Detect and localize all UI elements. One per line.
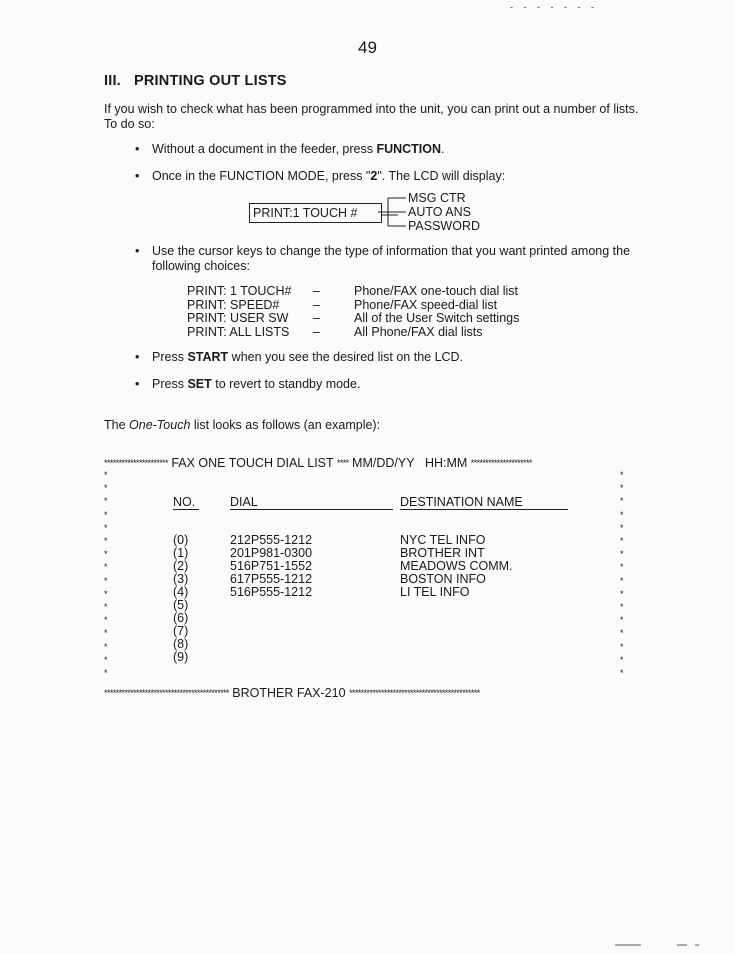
report-side-star: * [620, 641, 624, 652]
report-side-star: * [104, 641, 108, 652]
row-cell-dial: 516P555-1212 [230, 585, 313, 599]
report-side-star: * [620, 536, 624, 546]
bullet-text: Press SET to revert to standby mode. [152, 377, 361, 391]
report-side-star: * [104, 602, 108, 612]
column-header-name: DESTINATION NAME [400, 495, 523, 509]
intro-paragraph: If you wish to check what has been programmed into the unit, you can print out a number of lists. To do so: [104, 102, 639, 131]
report-star-border: ********************** [104, 458, 168, 468]
lcd-option: AUTO ANS [408, 205, 471, 219]
lcd-display: PRINT:1 TOUCH # [249, 203, 382, 223]
row-cell-name: LI TEL INFO [400, 585, 470, 599]
report-side-star: * [620, 668, 624, 678]
bullet-glyph: • [135, 169, 140, 183]
page-number: 49 [358, 38, 377, 57]
report-star-border: ******************************************* [104, 688, 229, 698]
row-cell-no: (0) [173, 533, 189, 547]
report-side-star: * [104, 588, 108, 599]
row-cell-name: BROTHER INT [400, 546, 485, 560]
column-header-no: NO. [173, 495, 196, 509]
row-cell-dial: 516P751-1552 [230, 559, 313, 573]
report-title: FAX ONE TOUCH DIAL LIST [171, 456, 334, 470]
lcd-menu-bracket [378, 193, 410, 233]
report-star-border: **** [336, 458, 349, 468]
report-header [104, 456, 632, 470]
report-side-star: * [104, 615, 108, 626]
row-cell-dial: 201P981-0300 [230, 546, 313, 560]
report-date: MM/DD/YY [352, 456, 415, 470]
bullet-glyph: • [135, 350, 140, 364]
report-footer-title: BROTHER FAX-210 [232, 686, 346, 700]
report-footer [104, 686, 632, 700]
report-side-star: * [620, 509, 624, 520]
report-side-star: * [620, 654, 624, 665]
report-side-star: * [620, 575, 624, 586]
report-side-star: * [620, 549, 624, 560]
report-side-star: * [620, 615, 624, 626]
row-cell-name: BOSTON INFO [400, 572, 486, 586]
report-time: HH:MM [424, 456, 468, 470]
row-cell-no: (5) [173, 598, 189, 612]
bullet-text: Once in the FUNCTION MODE, press "2". The LCD will display: [152, 169, 506, 183]
report-side-star: * [104, 549, 108, 560]
row-cell-no: (9) [173, 650, 189, 664]
report-side-star: * [104, 654, 108, 665]
bullet-text: Press START when you see the desired list on the LCD. [152, 350, 464, 364]
section-title: PRINTING OUT LISTS [134, 73, 287, 89]
report-side-star: * [104, 522, 108, 533]
row-cell-no: (8) [173, 637, 189, 651]
row-cell-no: (2) [173, 559, 189, 573]
report-side-star: * [104, 562, 108, 573]
report-side-star: * [104, 628, 108, 639]
bullet-text: Use the cursor keys to change the type of information that you want printed among the following choices: [152, 244, 631, 273]
row-cell-name: NYC TEL INFO [400, 533, 486, 547]
report-side-star: * [104, 536, 108, 546]
bullet-text: Without a document in the feeder, press FUNCTION. [152, 142, 445, 156]
lcd-option: PASSWORD [408, 219, 480, 233]
report-side-star: * [620, 496, 624, 507]
column-underline [230, 509, 393, 510]
report-side-star: * [620, 588, 624, 599]
bullet-glyph: • [135, 142, 140, 156]
report-side-star: * [620, 483, 624, 494]
report-side-star: * [620, 602, 624, 612]
report-side-star: * [104, 668, 108, 678]
bullet-glyph: • [135, 244, 140, 258]
row-cell-dial: 212P555-1212 [230, 533, 313, 547]
bullet-glyph: • [135, 377, 140, 391]
row-cell-no: (4) [173, 585, 189, 599]
list-caption: The One-Touch list looks as follows (an example): [104, 418, 381, 432]
report-side-star: * [620, 562, 624, 573]
row-cell-no: (7) [173, 624, 189, 638]
scan-edge-marks: - - - - - - - [510, 2, 598, 12]
section-number: III. [104, 73, 121, 89]
report-star-border: ********************************************* [349, 688, 480, 698]
row-cell-no: (3) [173, 572, 189, 586]
column-underline [400, 509, 568, 510]
column-underline [173, 509, 199, 510]
lcd-option: MSG CTR [408, 191, 466, 205]
scan-footer-marks [615, 944, 705, 946]
report-side-star: * [104, 575, 108, 586]
row-cell-no: (1) [173, 546, 189, 560]
column-header-dial: DIAL [230, 495, 258, 509]
report-side-star: * [620, 628, 624, 639]
row-cell-name: MEADOWS COMM. [400, 559, 513, 573]
one-touch-report [104, 456, 632, 700]
report-side-star: * [104, 483, 108, 494]
report-side-star: * [104, 496, 108, 507]
row-cell-no: (6) [173, 611, 189, 625]
report-side-star: * [104, 470, 108, 480]
row-cell-dial: 617P555-1212 [230, 572, 313, 586]
section-heading [104, 73, 287, 89]
report-side-star: * [620, 470, 624, 480]
report-star-border: ********************* [470, 458, 532, 468]
report-side-star: * [104, 509, 108, 520]
report-side-star: * [620, 522, 624, 533]
